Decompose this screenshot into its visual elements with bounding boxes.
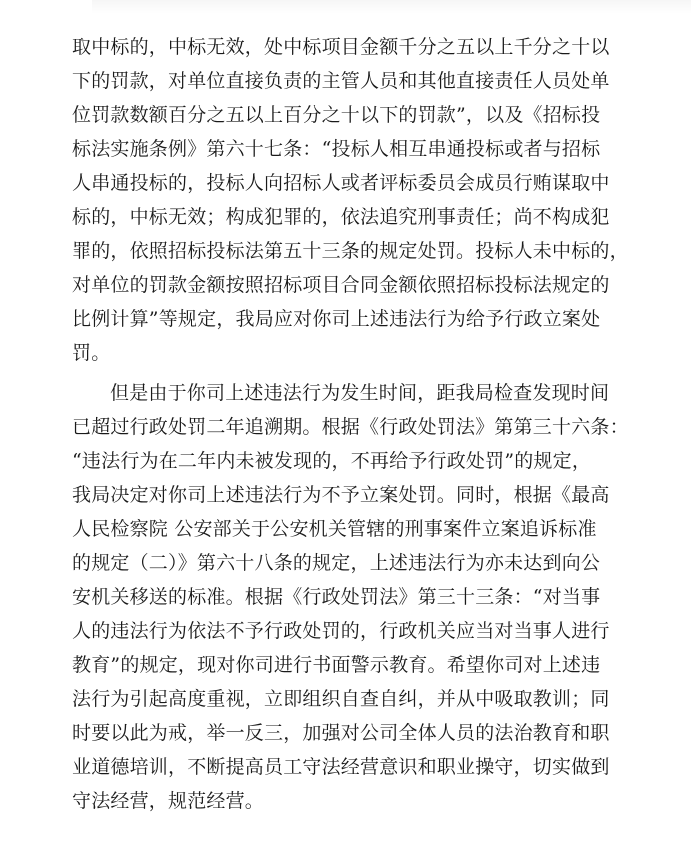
text-line: 我局决定对你司上述违法行为不予立案处罚。同时，根据《最高	[72, 484, 610, 506]
text-line: 比例计算”等规定，我局应对你司上述违法行为给予行政立案处	[72, 308, 601, 330]
text-line: 取中标的，中标无效，处中标项目金额千分之五以上千分之十以	[72, 36, 610, 58]
scan-artifact	[92, 0, 691, 14]
document-body	[72, 30, 652, 818]
text-line: 教育”的规定，现对你司进行书面警示教育。希望你司对上述违	[72, 654, 601, 676]
text-line: 人的违法行为依法不予行政处罚的，行政机关应当对当事人进行	[72, 620, 610, 642]
text-line: 业道德培训，不断提高员工守法经营意识和职业操守，切实做到	[72, 756, 610, 778]
text-line: 对单位的罚款金额按照招标项目合同金额依照招标投标法规定的	[72, 274, 610, 296]
text-line: 人民检察院 公安部关于公安机关管辖的刑事案件立案追诉标准	[72, 518, 597, 540]
text-line: 标法实施条例》第六十七条：“投标人相互串通投标或者与招标	[72, 138, 601, 160]
text-line: 罪的，依照招标投标法第五十三条的规定处罚。投标人未中标的，	[72, 240, 629, 262]
text-line: 法行为引起高度重视，立即组织自查自纠，并从中吸取教训；同	[72, 688, 610, 710]
text-line: 标的，中标无效；构成犯罪的，依法追究刑事责任；尚不构成犯	[72, 206, 610, 228]
text-line: 守法经营，规范经营。	[72, 790, 265, 812]
text-line: 安机关移送的标准。根据《行政处罚法》第三十三条：“对当事	[72, 586, 601, 608]
text-line: 时要以此为戒，举一反三，加强对公司全体人员的法治教育和职	[72, 722, 610, 744]
text-line: “违法行为在二年内未被发现的，不再给予行政处罚”的规定，	[72, 450, 592, 472]
text-line: 位罚款数额百分之五以上百分之十以下的罚款”，以及《招标投	[72, 104, 601, 126]
text-line: 人串通投标的，投标人向招标人或者评标委员会成员行贿谋取中	[72, 172, 610, 194]
paragraph-1	[72, 30, 652, 370]
text-line: 下的罚款，对单位直接负责的主管人员和其他直接责任人员处单	[72, 70, 610, 92]
text-line: 的规定（二）》第六十八条的规定，上述违法行为亦未达到向公	[72, 552, 601, 574]
text-line: 但是由于你司上述违法行为发生时间，距我局检查发现时间	[110, 382, 610, 404]
text-line: 罚。	[72, 342, 111, 364]
paragraph-2	[72, 376, 652, 818]
text-line: 已超过行政处罚二年追溯期。根据《行政处罚法》第第三十六条：	[72, 416, 629, 438]
